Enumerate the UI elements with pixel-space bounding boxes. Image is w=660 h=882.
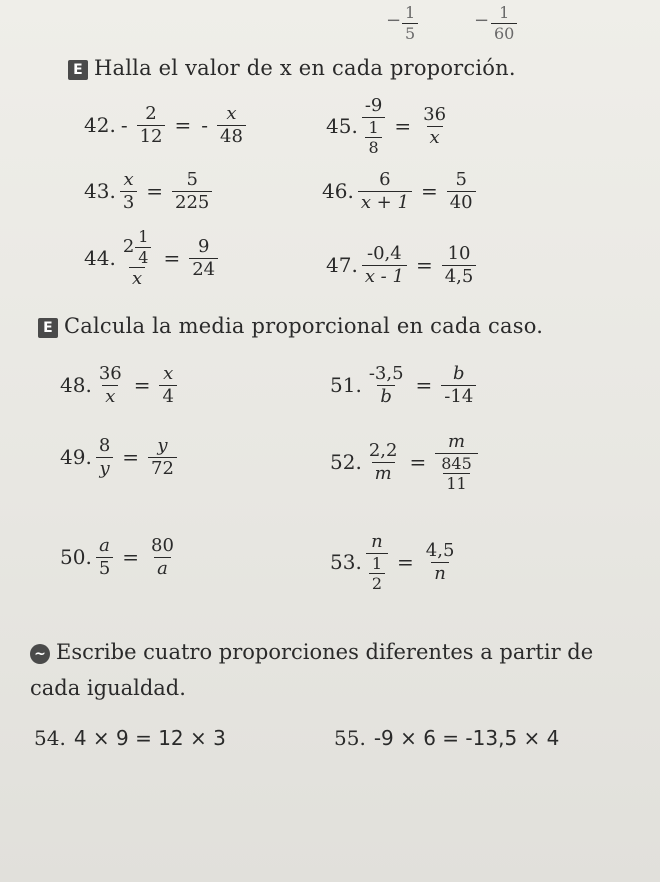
numerator: 10 [447, 243, 471, 264]
denominator: 72 [148, 457, 177, 479]
problem-number: 42. [84, 113, 116, 138]
numerator: b [453, 363, 465, 384]
section-heading-find-x [68, 56, 516, 80]
numerator: 5 [186, 169, 198, 190]
numerator: 36 [423, 104, 447, 126]
top-fragment-minus-2: − [474, 10, 490, 31]
problem-number: 54. [34, 726, 66, 750]
minus-sign: - [201, 113, 209, 138]
problem-number: 44. [84, 246, 116, 271]
problem-number: 49. [60, 445, 92, 470]
denominator: x [102, 385, 118, 407]
problem-43 [84, 170, 216, 213]
section-badge-icon: ~ [30, 644, 50, 664]
numerator: x [226, 103, 237, 124]
mixed-whole: 2 [122, 236, 135, 258]
problem-46 [322, 170, 480, 213]
denominator: 4,5 [442, 265, 477, 287]
section-badge: E [68, 60, 88, 80]
numerator: 4,5 [425, 540, 455, 562]
numerator: n [371, 531, 383, 552]
denominator: 4 [159, 385, 176, 407]
problem-53 [330, 532, 461, 593]
problem-45 [326, 96, 453, 157]
denominator: -14 [441, 385, 476, 407]
section-title-line-2: cada igualdad. [30, 676, 186, 700]
top-fragment-minus-1: − [386, 10, 402, 31]
numerator: x [163, 363, 174, 384]
problem-47 [326, 244, 480, 287]
denominator: n [431, 562, 449, 584]
section-badge: E [38, 318, 58, 338]
denominator: 48 [217, 125, 246, 147]
mixed-numerator: 1 [138, 227, 149, 246]
problem-44 [84, 228, 222, 289]
problem-number: 47. [326, 253, 358, 278]
denominator: b [377, 385, 395, 407]
minus-sign: - [120, 113, 128, 138]
denominator: x - 1 [362, 265, 407, 287]
nested-denominator: 8 [365, 137, 381, 157]
numerator: a [99, 535, 110, 556]
equals-sign: = [394, 114, 412, 139]
problem-50 [60, 536, 181, 579]
problem-54 [34, 726, 226, 750]
section-heading-mean-proportional [38, 314, 543, 338]
problem-49 [60, 436, 181, 479]
section-title-line-1: Escribe cuatro proporciones diferentes a partir de [56, 640, 594, 664]
nested-denominator: 11 [443, 473, 469, 493]
nested-numerator: 845 [441, 453, 472, 473]
denominator: y [96, 457, 112, 479]
equals-sign: = [409, 450, 427, 475]
problem-number: 45. [326, 114, 358, 139]
problem-55 [334, 726, 559, 750]
problem-42 [84, 104, 250, 147]
equals-sign: = [415, 253, 433, 278]
numerator: 9 [197, 236, 210, 258]
problem-51 [330, 364, 480, 407]
denominator: x + 1 [358, 191, 412, 213]
denominator: x [129, 267, 145, 289]
numerator: 80 [151, 535, 174, 556]
section-heading-write-proportions [30, 634, 640, 706]
equals-sign: = [420, 179, 438, 204]
equals-sign: = [133, 373, 151, 398]
numerator: y [157, 435, 168, 456]
problem-number: 46. [322, 179, 354, 204]
denominator: 225 [172, 191, 212, 213]
section-title: Halla el valor de x en cada proporción. [94, 56, 516, 80]
numerator: x [123, 169, 134, 190]
mixed-denominator: 4 [135, 247, 151, 267]
problem-number: 50. [60, 545, 92, 570]
equals-sign: = [122, 445, 140, 470]
numerator: m [447, 431, 466, 452]
equals-sign: = [174, 113, 192, 138]
denominator: 40 [447, 191, 476, 213]
problem-number: 55. [334, 726, 366, 750]
numerator: 8 [98, 435, 111, 456]
denominator: 3 [120, 191, 137, 213]
denominator: a [154, 557, 171, 579]
problem-48 [60, 364, 181, 407]
numerator: -9 [364, 95, 383, 116]
numerator: -3,5 [368, 363, 404, 384]
equals-sign: = [163, 246, 181, 271]
equals-sign: = [415, 373, 433, 398]
denominator: 24 [189, 258, 218, 280]
nested-numerator: 1 [371, 553, 382, 573]
top-fragment-1: $\frac{1}{5}$ [398, 4, 422, 42]
denominator: m [372, 462, 395, 484]
problem-number: 52. [330, 450, 362, 475]
numerator: 2 [145, 103, 157, 124]
problem-52 [330, 432, 482, 493]
numerator: 2,2 [368, 440, 398, 462]
numerator: 6 [379, 169, 391, 190]
numerator: -0,4 [367, 243, 402, 264]
nested-numerator: 1 [368, 117, 379, 137]
equality: -9 × 6 = -13,5 × 4 [373, 726, 560, 750]
equality: 4 × 9 = 12 × 3 [73, 726, 226, 750]
problem-number: 48. [60, 373, 92, 398]
problem-number: 43. [84, 179, 116, 204]
numerator: 36 [98, 363, 122, 384]
equals-sign: = [146, 179, 164, 204]
nested-denominator: 2 [369, 573, 385, 593]
denominator: x [427, 126, 443, 148]
section-title: Calcula la media proporcional en cada caso. [64, 314, 544, 338]
top-fragment-2: $\frac{1}{60}$ [487, 4, 521, 42]
numerator: 5 [455, 169, 467, 190]
equals-sign: = [122, 545, 140, 570]
denominator: 12 [137, 125, 166, 147]
problem-number: 53. [330, 550, 362, 575]
problem-number: 51. [330, 373, 362, 398]
denominator: 5 [96, 557, 113, 579]
equals-sign: = [397, 550, 414, 575]
